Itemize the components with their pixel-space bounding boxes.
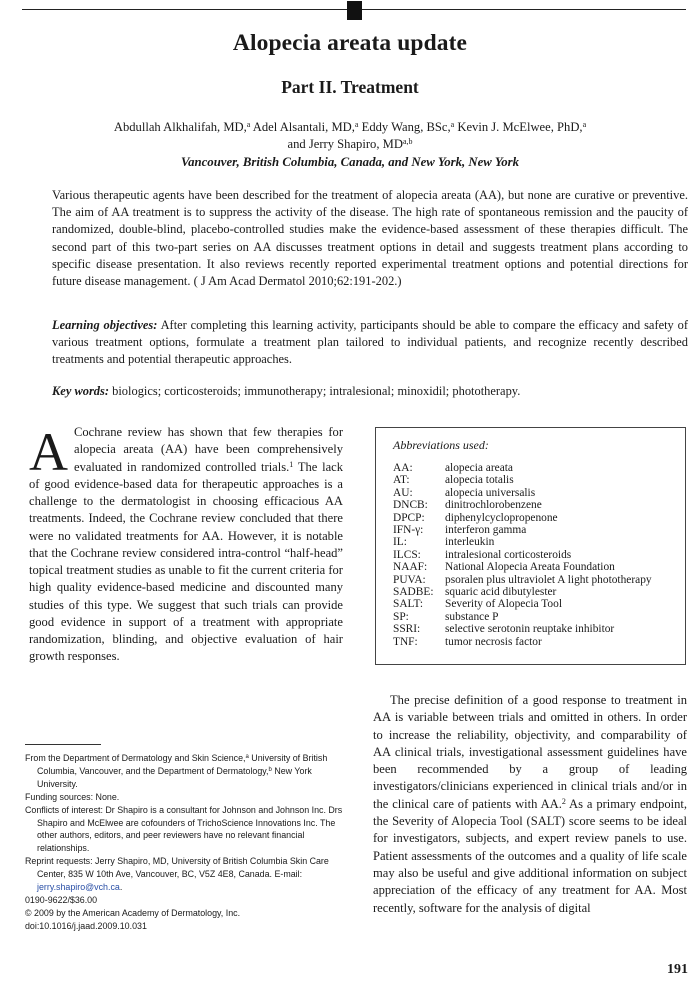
body-paragraph-2b: As a primary endpoint, the Severity of Alopecia Tool (SALT) score seems to be ideal for investigators, subjects, and expert review panels to use. Patient assessments of the outcomes and a quality of life scale may also be useful and give additional information on subject appreciation of the efficacy of any treatment for AA. Most recently, software for the analysis of digital bbox=[373, 796, 687, 915]
article-subtitle: Part II. Treatment bbox=[281, 77, 419, 97]
abbreviation-term: NAAF: bbox=[393, 561, 428, 574]
abbreviation-row bbox=[393, 536, 675, 548]
abbreviation-term: PUVA: bbox=[393, 573, 426, 586]
footnote-text: . bbox=[119, 882, 123, 893]
footnote-doi[interactable]: doi:10.1016/j.jaad.2009.10.031 bbox=[25, 920, 147, 931]
author-name: Abdullah Alkhalifah, MD, bbox=[113, 120, 247, 134]
email-link[interactable]: jerry.shapiro@vch.ca bbox=[37, 882, 120, 893]
abbreviation-term: SADBE: bbox=[393, 586, 434, 599]
footnote-issn: 0190-9622/$36.00 bbox=[25, 894, 98, 905]
body-paragraph-1b: The lack of good evidence-based data for therapeutic approaches is a challenge to the dermatologist in choosing efficacious AA treatments. Indeed, the Cochrane review concluded that there were no validated treatments for AA. However, it is notable that the Cochrane review considered intra-control “half-head” topical treatment studies as unable to fit the current criteria for high quality evidence-based medicine and discounted many studies of this type. We suggest that such trials can provide good evidence in support of a treatment with appropriate randomization, blinding, and objective evaluation of hair growth responses. bbox=[29, 459, 343, 664]
abbreviation-row bbox=[393, 549, 675, 561]
footnote-text: From the Department of Dermatology and Skin Science, bbox=[25, 753, 246, 763]
abbreviation-term: SALT: bbox=[393, 598, 424, 611]
abbreviation-row bbox=[393, 524, 675, 536]
abbreviation-definition: alopecia areata bbox=[445, 462, 513, 474]
page-number: 191 bbox=[667, 962, 688, 977]
abbreviation-term: SSRI: bbox=[393, 623, 421, 636]
author-list bbox=[0, 119, 700, 153]
abbreviations-heading: Abbreviations used: bbox=[393, 438, 489, 452]
footnote-rule bbox=[25, 744, 101, 745]
abbreviation-row bbox=[393, 474, 675, 486]
abbreviation-term: IFN-γ: bbox=[393, 524, 424, 537]
author-affil-mark: a bbox=[450, 120, 455, 129]
abbreviation-definition: Severity of Alopecia Tool bbox=[445, 598, 562, 611]
abbreviation-definition: substance P bbox=[445, 610, 499, 623]
author-name: Adel Alsantali, MD, bbox=[250, 120, 355, 134]
abbreviation-definition: interferon gamma bbox=[445, 524, 527, 537]
abbreviation-row bbox=[393, 586, 675, 598]
abbreviation-term: IL: bbox=[393, 536, 407, 549]
abbreviation-definition: selective serotonin reuptake inhibitor bbox=[445, 623, 615, 636]
abbreviation-term: TNF: bbox=[393, 635, 418, 648]
author-affil-mark: a bbox=[354, 120, 359, 129]
citation-ref[interactable]: 2 bbox=[561, 796, 566, 806]
abbreviation-definition: dinitrochlorobenzene bbox=[445, 499, 542, 512]
abbreviation-definition: tumor necrosis factor bbox=[445, 635, 542, 648]
body-column-right bbox=[373, 692, 687, 917]
body-paragraph-1a: Cochrane review has shown that few therapies for alopecia areata (AA) have been comprehensively evaluated in randomized controlled trials. bbox=[74, 425, 343, 474]
footnote-text: New York University. bbox=[37, 765, 312, 789]
abbreviation-definition: interleukin bbox=[445, 536, 495, 549]
abbreviation-term: ILCS: bbox=[393, 548, 421, 561]
abbreviation-definition: psoralen plus ultraviolet A light phototherapy bbox=[445, 573, 652, 586]
abbreviation-row bbox=[393, 623, 675, 635]
author-affil-mark: a bbox=[582, 120, 587, 129]
author-line-2 bbox=[0, 136, 700, 153]
citation-ref[interactable]: 1 bbox=[289, 459, 294, 469]
body-paragraph-2a: The precise definition of a good response to treatment in AA is variable between trials and omitted in others. In order to increase the reliability, objectivity, and comparability of AA clinical trials, investigational assessment guidelines have been recommended by a group of leading investigators/clinicians experienced in clinical trials and/or in the clinical care of patients with AA. bbox=[373, 693, 687, 811]
author-name: Eddy Wang, BSc, bbox=[358, 120, 451, 134]
learning-objectives-text: After completing this learning activity, participants should be able to compare the efficacy and safety of various treatment options, formulate a treatment plan tailored to individual patients, and recognize recently described treatments and potential therapeutic approaches. bbox=[52, 318, 688, 367]
key-words bbox=[52, 383, 688, 400]
abbreviation-row bbox=[393, 487, 675, 499]
abbreviation-row bbox=[393, 512, 675, 524]
author-name: Kevin J. McElwee, PhD, bbox=[454, 120, 583, 134]
abbreviation-term: DPCP: bbox=[393, 511, 425, 524]
key-words-text: biologics; corticosteroids; immunotherapy; intralesional; minoxidil; phototherapy. bbox=[109, 384, 521, 398]
abbreviation-term: AU: bbox=[393, 486, 413, 499]
abbreviation-definition: alopecia totalis bbox=[445, 474, 514, 487]
footnote-mark: b bbox=[268, 766, 272, 773]
abbreviation-row bbox=[393, 611, 675, 623]
header-marker bbox=[347, 1, 362, 20]
abbreviation-definition: squaric acid dibutylester bbox=[445, 586, 557, 599]
abbreviation-term: SP: bbox=[393, 610, 409, 623]
author-affil-mark: a,b bbox=[402, 137, 413, 146]
footnotes bbox=[25, 752, 345, 933]
learning-objectives bbox=[52, 317, 688, 369]
footnote-text: Reprint requests: Jerry Shapiro, MD, University of British Columbia Skin Care Center, 835 W 10th Ave, Vancouver, BC, V5Z 4E8, Canada. E-mail: bbox=[25, 856, 329, 880]
learning-objectives-label: Learning objectives: bbox=[52, 318, 158, 332]
abbreviation-row bbox=[393, 574, 675, 586]
footnote-reprint bbox=[25, 855, 345, 894]
abbreviation-definition: National Alopecia Areata Foundation bbox=[445, 561, 615, 574]
abbreviation-definition: alopecia universalis bbox=[445, 486, 536, 499]
footnote-funding: Funding sources: None. bbox=[25, 791, 120, 802]
abbreviation-row bbox=[393, 598, 675, 610]
abbreviation-row bbox=[393, 561, 675, 573]
abbreviation-row bbox=[393, 636, 675, 648]
body-column-left bbox=[29, 424, 343, 666]
abbreviation-term: AT: bbox=[393, 474, 410, 487]
author-affil-mark: a bbox=[246, 120, 251, 129]
abbreviation-row bbox=[393, 499, 675, 511]
key-words-label: Key words: bbox=[52, 384, 110, 398]
footnote-affiliations bbox=[25, 752, 345, 791]
author-line-1 bbox=[0, 119, 700, 136]
abbreviations-list bbox=[393, 462, 675, 648]
abstract: Various therapeutic agents have been described for the treatment of alopecia areata (AA), but none are curative or preventive. The aim of AA treatment is to suppress the activity of the disease. The high rate of spontaneous remission and the paucity of randomized, double-blind, placebo-controlled studies make the evidence-based assessment of these therapies difficult. The second part of this two-part series on AA discusses treatment options in detail and suggests treatment plans according to specific disease presentation. It also reviews recently reported experimental treatment options and potential directions for future disease management. ( J Am Acad Dermatol 2010;62:191-202.) bbox=[52, 188, 688, 289]
footnote-text: University of British Columbia, Vancouver, and the Department of Dermatology, bbox=[37, 753, 328, 776]
footnote-conflicts: Conflicts of interest: Dr Shapiro is a consultant for Johnson and Johnson Inc. Drs Shapiro and McElwee are cofounders of TrichoScience Innovations Inc. The other authors, editors, and peer reviewers have no relevant financial relationships. bbox=[25, 804, 343, 854]
footnote-copyright: © 2009 by the American Academy of Dermatology, Inc. bbox=[25, 907, 241, 918]
drop-cap: A bbox=[29, 422, 68, 482]
footnote-mark: a bbox=[245, 754, 249, 760]
abbreviation-term: AA: bbox=[393, 462, 413, 474]
author-name: and Jerry Shapiro, MD bbox=[287, 137, 403, 151]
abbreviation-definition: diphenylcyclopropenone bbox=[445, 511, 558, 524]
abbreviation-term: DNCB: bbox=[393, 499, 428, 512]
abbreviation-row bbox=[393, 462, 675, 474]
abbreviation-definition: intralesional corticosteroids bbox=[445, 548, 572, 561]
abbreviations-box bbox=[375, 427, 686, 665]
article-title: Alopecia areata update bbox=[232, 30, 468, 56]
author-affiliation: Vancouver, British Columbia, Canada, and New York, New York bbox=[180, 155, 519, 169]
